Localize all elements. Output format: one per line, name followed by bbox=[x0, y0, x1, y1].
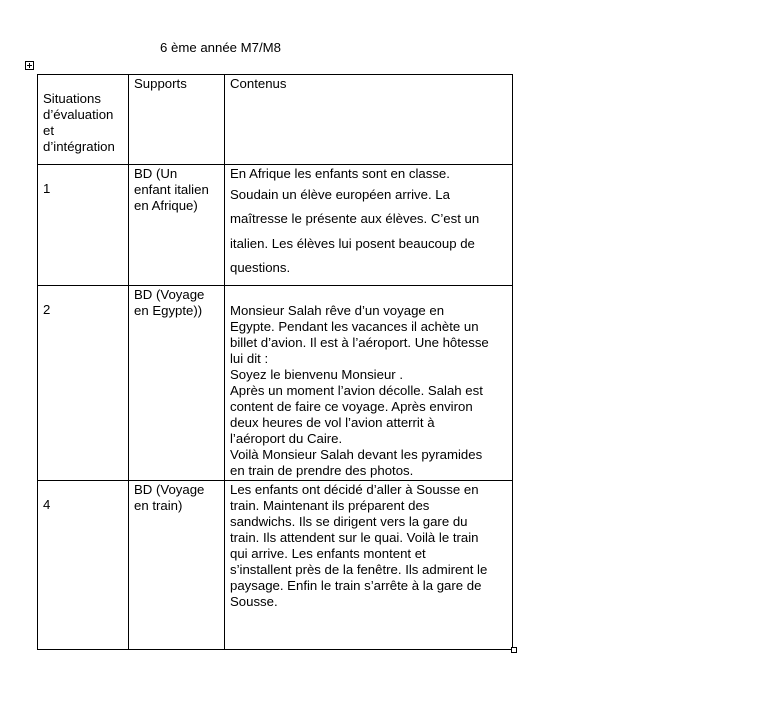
support-line: en Afrique) bbox=[134, 198, 198, 213]
row-number-cell[interactable] bbox=[38, 286, 129, 481]
support-line: en Egypte)) bbox=[134, 303, 203, 318]
content-line: content de faire ce voyage. Après environ bbox=[230, 399, 473, 414]
table-resize-handle-icon[interactable] bbox=[511, 647, 517, 653]
row-number: 2 bbox=[43, 302, 51, 317]
header-contenus[interactable] bbox=[225, 75, 513, 165]
content-line: Soyez le bienvenu Monsieur . bbox=[230, 367, 404, 382]
content-line: Egypte. Pendant les vacances il achète un bbox=[230, 319, 479, 334]
content-line: lui dit : bbox=[230, 351, 269, 366]
content-line: s’installent près de la fenêtre. Ils admirent le bbox=[230, 562, 488, 577]
header-contenus-label: Contenus bbox=[230, 76, 287, 91]
header-situations-line: d’intégration bbox=[43, 139, 115, 154]
content-line: train. Maintenant ils préparent des bbox=[230, 498, 430, 513]
header-supports-label: Supports bbox=[134, 76, 187, 91]
content-line: Après un moment l’avion décolle. Salah est bbox=[230, 383, 483, 398]
support-cell[interactable] bbox=[129, 286, 225, 481]
content-line: deux heures de vol l’avion atterrit à bbox=[230, 415, 435, 430]
support-cell[interactable] bbox=[129, 165, 225, 286]
content-line: qui arrive. Les enfants montent et bbox=[230, 546, 426, 561]
content-line: Les enfants ont décidé d’aller à Sousse en bbox=[230, 482, 479, 497]
header-situations-line: Situations bbox=[43, 91, 101, 106]
support-line: BD (Voyage bbox=[134, 482, 205, 497]
header-situations-line: d’évaluation bbox=[43, 107, 114, 122]
content-line: en train de prendre des photos. bbox=[230, 463, 414, 478]
support-line: en train) bbox=[134, 498, 183, 513]
content-cell[interactable] bbox=[225, 481, 513, 650]
content-cell[interactable] bbox=[225, 165, 513, 286]
content-line: paysage. Enfin le train s’arrête à la gare de bbox=[230, 578, 482, 593]
row-number: 4 bbox=[43, 497, 51, 512]
table-row bbox=[38, 165, 513, 286]
content-line: questions. bbox=[230, 260, 291, 276]
content-line: Voilà Monsieur Salah devant les pyramides bbox=[230, 447, 483, 462]
content-line: l’aéroport du Caire. bbox=[230, 431, 343, 446]
header-supports[interactable] bbox=[129, 75, 225, 165]
support-line: BD (Un bbox=[134, 166, 178, 181]
content-line: Monsieur Salah rêve d’un voyage en bbox=[230, 303, 445, 318]
content-line: maîtresse le présente aux élèves. C’est un bbox=[230, 211, 480, 227]
header-situations-line: et bbox=[43, 123, 54, 138]
row-number-cell[interactable] bbox=[38, 165, 129, 286]
evaluation-table bbox=[37, 74, 513, 650]
table-move-handle-icon[interactable] bbox=[25, 61, 34, 70]
support-line: BD (Voyage bbox=[134, 287, 205, 302]
header-situations[interactable] bbox=[38, 75, 129, 165]
content-line: train. Ils attendent sur le quai. Voilà le train bbox=[230, 530, 479, 545]
row-number: 1 bbox=[43, 181, 51, 196]
table-header-row bbox=[38, 75, 513, 165]
content-line: Soudain un élève européen arrive. La bbox=[230, 187, 450, 202]
support-line: enfant italien bbox=[134, 182, 209, 197]
row-number-cell[interactable] bbox=[38, 481, 129, 650]
content-line: italien. Les élèves lui posent beaucoup de bbox=[230, 235, 475, 251]
content-line: Sousse. bbox=[230, 594, 278, 609]
content-line: sandwichs. Ils se dirigent vers la gare du bbox=[230, 514, 468, 529]
document-title: 6 ème année M7/M8 bbox=[160, 40, 281, 55]
table-row bbox=[38, 481, 513, 650]
content-line: En Afrique les enfants sont en classe. bbox=[230, 166, 450, 181]
content-cell[interactable] bbox=[225, 286, 513, 481]
content-line: billet d’avion. Il est à l’aéroport. Une hôtesse bbox=[230, 335, 489, 350]
support-cell[interactable] bbox=[129, 481, 225, 650]
table-row bbox=[38, 286, 513, 481]
